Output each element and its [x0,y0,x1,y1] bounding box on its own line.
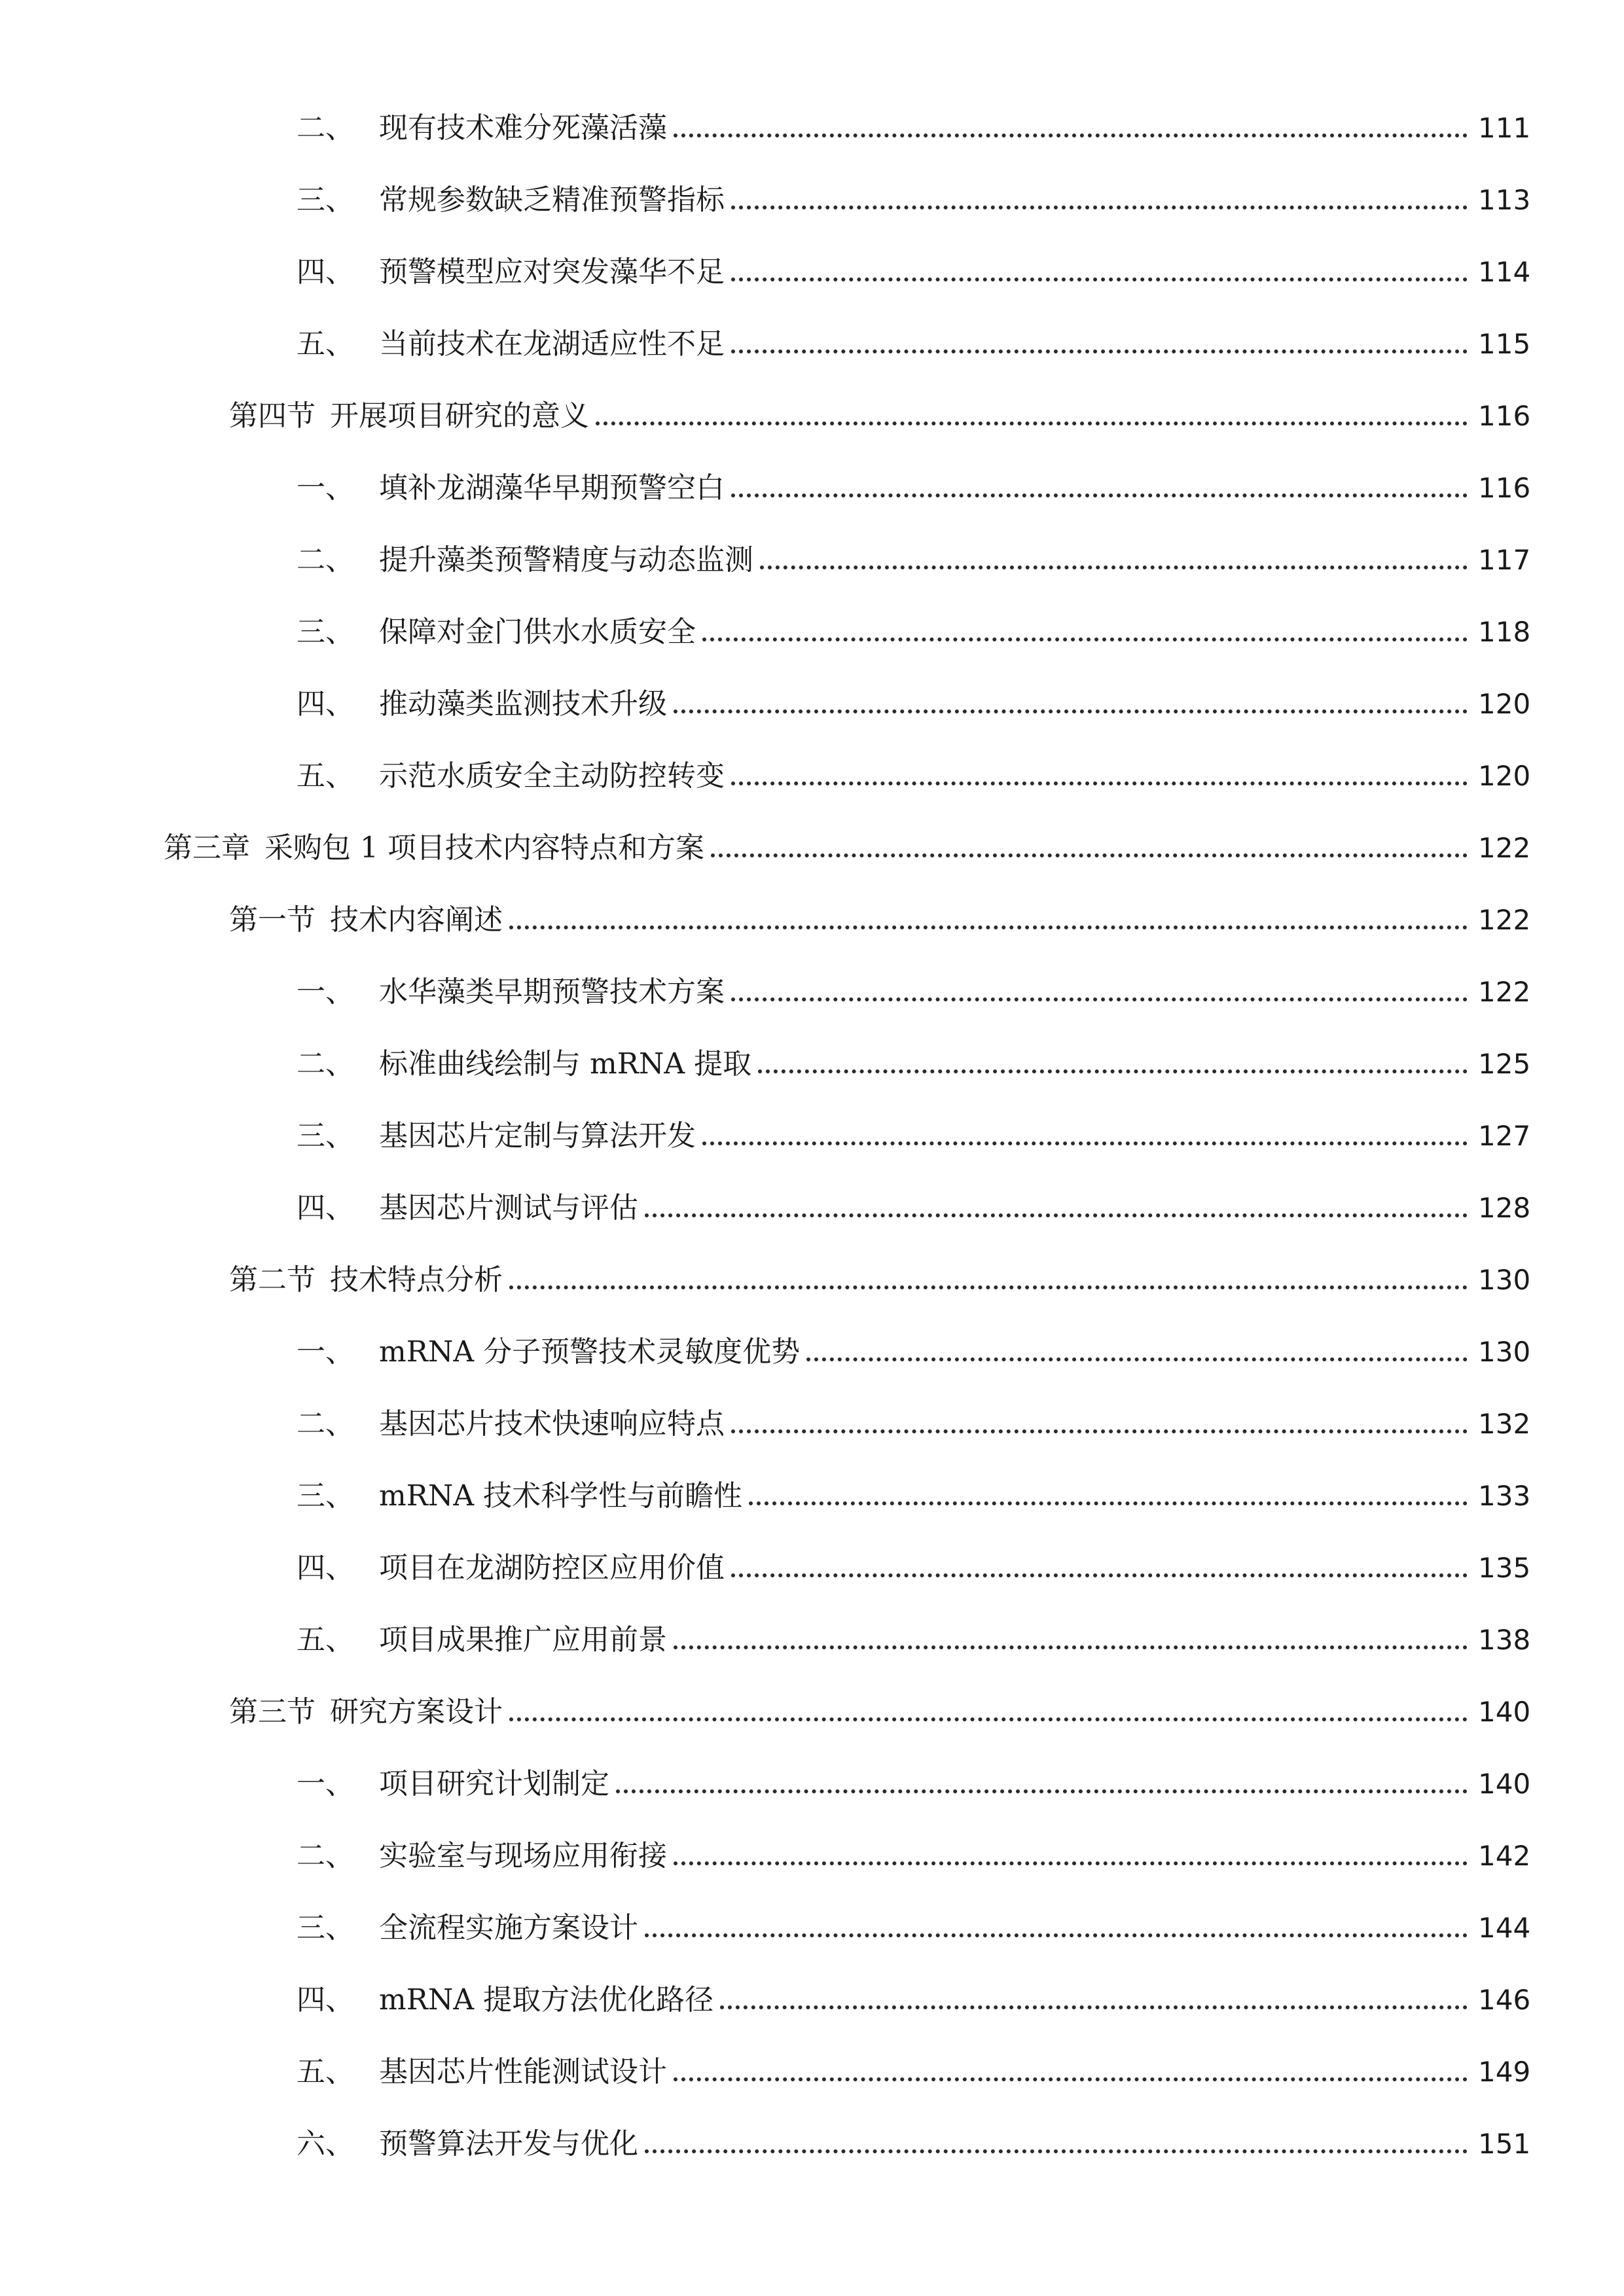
toc-entry-page-number: 122 [1478,832,1531,864]
toc-entry-page-number: 113 [1478,184,1531,216]
dot-leader [645,1194,1468,1223]
toc-entry[interactable] [0,380,1624,452]
toc-entry[interactable] [0,1316,1624,1388]
toc-entry-page-number: 130 [1478,1264,1531,1296]
toc-entry-page-number: 122 [1478,904,1531,936]
toc-entry-title: 填补龙湖藻华早期预警空白 [379,471,725,505]
dot-leader [674,2058,1468,2087]
toc-entry-number: 二、 [297,1047,354,1081]
toc-entry-title: 实验室与现场应用衔接 [379,1839,667,1873]
toc-entry[interactable] [0,452,1624,524]
toc-entry-number: 三、 [297,1911,354,1945]
toc-entry-page-number: 117 [1478,544,1531,576]
dot-leader [711,834,1468,863]
toc-entry-title: 开展项目研究的意义 [330,399,589,433]
toc-entry-page-number: 140 [1478,1768,1531,1800]
toc-entry-page-number: 151 [1478,2128,1531,2160]
toc-entry[interactable] [0,668,1624,740]
toc-entry-number: 二、 [297,1839,354,1873]
toc-entry-number: 四、 [297,1551,354,1585]
toc-entry-title: 采购包 1 项目技术内容特点和方案 [264,831,704,865]
toc-entry-number: 三、 [297,615,354,649]
toc-entry[interactable] [0,1172,1624,1244]
toc-entry-title: mRNA 提取方法优化路径 [379,1983,714,2017]
toc-entry-number: 第三节 [229,1695,316,1729]
toc-entry-number: 三、 [297,1119,354,1153]
toc-entry-number: 二、 [297,543,354,577]
toc-entry-title: 基因芯片定制与算法开发 [379,1119,696,1153]
toc-entry[interactable] [0,1532,1624,1604]
toc-entry-title: 标准曲线绘制与 mRNA 提取 [379,1047,752,1081]
toc-entry-number: 三、 [297,1479,354,1513]
toc-entry-page-number: 118 [1478,616,1531,648]
toc-entry[interactable] [0,1460,1624,1532]
toc-entry-page-number: 122 [1478,976,1531,1008]
toc-entry[interactable] [0,1964,1624,2036]
toc-entry-number: 五、 [297,327,354,361]
toc-entry[interactable] [0,1388,1624,1460]
toc-entry-title: 推动藻类监测技术升级 [379,687,667,721]
dot-leader [731,186,1468,215]
toc-entry-title: 示范水质安全主动防控转变 [379,759,725,793]
toc-entry[interactable] [0,1604,1624,1676]
toc-entry-page-number: 116 [1478,400,1531,432]
toc-entry-title: mRNA 分子预警技术灵敏度优势 [379,1335,801,1369]
toc-entry-number: 第四节 [229,399,316,433]
toc-entry-title: 水华藻类早期预警技术方案 [379,975,725,1009]
toc-entry-number: 五、 [297,2055,354,2089]
toc-entry[interactable] [0,2108,1624,2180]
toc-entry[interactable] [0,1748,1624,1820]
toc-entry-page-number: 144 [1478,1912,1531,1944]
dot-leader [731,978,1468,1007]
toc-entry-number: 第二节 [229,1263,316,1297]
toc-entry-number: 一、 [297,1767,354,1801]
toc-entry[interactable] [0,236,1624,308]
toc-entry-title: 常规参数缺乏精准预警指标 [379,183,725,217]
toc-entry-page-number: 120 [1478,688,1531,720]
dot-leader [731,1554,1468,1583]
toc-entry-page-number: 149 [1478,2056,1531,2088]
toc-entry-title: 基因芯片测试与评估 [379,1191,638,1225]
toc-entry-number: 二、 [297,111,354,145]
toc-entry[interactable] [0,812,1624,884]
toc-entry-title: 预警算法开发与优化 [379,2127,638,2161]
toc-entry[interactable] [0,524,1624,596]
dot-leader [760,546,1468,575]
toc-entry-title: 项目研究计划制定 [379,1767,609,1801]
dot-leader [596,402,1468,431]
dot-leader [645,1914,1468,1943]
toc-entry-title: 基因芯片技术快速响应特点 [379,1407,725,1441]
toc-entry-title: 项目成果推广应用前景 [379,1623,667,1657]
toc-entry-number: 二、 [297,1407,354,1441]
toc-entry-number: 五、 [297,1623,354,1657]
toc-entry[interactable] [0,164,1624,236]
toc-entry-title: 全流程实施方案设计 [379,1911,638,1945]
toc-entry-page-number: 115 [1478,328,1531,360]
dot-leader [702,1122,1468,1151]
toc-entry[interactable] [0,740,1624,812]
toc-entry-page-number: 142 [1478,1840,1531,1872]
toc-entry-page-number: 128 [1478,1192,1531,1224]
toc-entry-page-number: 138 [1478,1624,1531,1656]
toc-entry-number: 五、 [297,759,354,793]
toc-entry-title: 基因芯片性能测试设计 [379,2055,667,2089]
dot-leader [645,2130,1468,2159]
toc-entry[interactable] [0,1676,1624,1748]
toc-entry-number: 四、 [297,1983,354,2017]
toc-entry-number: 四、 [297,1191,354,1225]
dot-leader [731,1410,1468,1439]
dot-leader [509,1698,1468,1727]
toc-entry-number: 第一节 [229,903,316,937]
toc-entry[interactable] [0,1892,1624,1964]
toc-entry[interactable] [0,956,1624,1028]
dot-leader [758,1050,1468,1079]
toc-entry-page-number: 130 [1478,1336,1531,1368]
dot-leader [731,330,1468,359]
toc-entry-title: 项目在龙湖防控区应用价值 [379,1551,725,1585]
toc-entry-title: 技术内容阐述 [330,903,503,937]
toc-entry-title: 现有技术难分死藻活藻 [379,111,667,145]
toc-entry-page-number: 127 [1478,1120,1531,1152]
toc-entry-page-number: 111 [1478,112,1531,144]
dot-leader [720,1986,1468,2015]
toc-entry-number: 六、 [297,2127,354,2161]
dot-leader [509,906,1468,935]
dot-leader [749,1482,1468,1511]
toc-entry-number: 三、 [297,183,354,217]
toc-entry[interactable] [0,92,1624,164]
toc-entry-number: 一、 [297,471,354,505]
dot-leader [702,618,1468,647]
toc-entry-title: 预警模型应对突发藻华不足 [379,255,725,289]
dot-leader [674,1626,1468,1655]
toc-entry-number: 四、 [297,687,354,721]
toc-entry-number: 第三章 [164,831,250,865]
toc-entry-title: mRNA 技术科学性与前瞻性 [379,1479,743,1513]
toc-entry-number: 四、 [297,255,354,289]
toc-entry[interactable] [0,596,1624,668]
dot-leader [731,474,1468,503]
table-of-contents [0,92,1624,2180]
dot-leader [731,762,1468,791]
toc-entry-page-number: 132 [1478,1408,1531,1440]
toc-entry-page-number: 125 [1478,1048,1531,1080]
toc-entry-page-number: 120 [1478,760,1531,792]
toc-entry-page-number: 146 [1478,1984,1531,2016]
dot-leader [616,1770,1468,1799]
toc-entry-title: 技术特点分析 [330,1263,503,1297]
toc-entry-title: 提升藻类预警精度与动态监测 [379,543,753,577]
dot-leader [674,114,1468,143]
toc-entry-page-number: 116 [1478,472,1531,504]
dot-leader [674,690,1468,719]
toc-entry-title: 保障对金门供水水质安全 [379,615,696,649]
toc-entry-number: 一、 [297,975,354,1009]
toc-entry-page-number: 140 [1478,1696,1531,1728]
dot-leader [509,1266,1468,1295]
toc-entry[interactable] [0,2036,1624,2108]
toc-entry[interactable] [0,1244,1624,1316]
toc-entry-page-number: 135 [1478,1552,1531,1584]
toc-entry[interactable] [0,308,1624,380]
toc-entry-page-number: 114 [1478,256,1531,288]
dot-leader [674,1842,1468,1871]
toc-entry[interactable] [0,884,1624,956]
toc-entry-title: 当前技术在龙湖适应性不足 [379,327,725,361]
toc-entry[interactable] [0,1028,1624,1100]
toc-entry-title: 研究方案设计 [330,1695,503,1729]
dot-leader [731,258,1468,287]
toc-entry[interactable] [0,1820,1624,1892]
dot-leader [806,1338,1468,1367]
toc-entry[interactable] [0,1100,1624,1172]
toc-entry-number: 一、 [297,1335,354,1369]
toc-entry-page-number: 133 [1478,1480,1531,1512]
